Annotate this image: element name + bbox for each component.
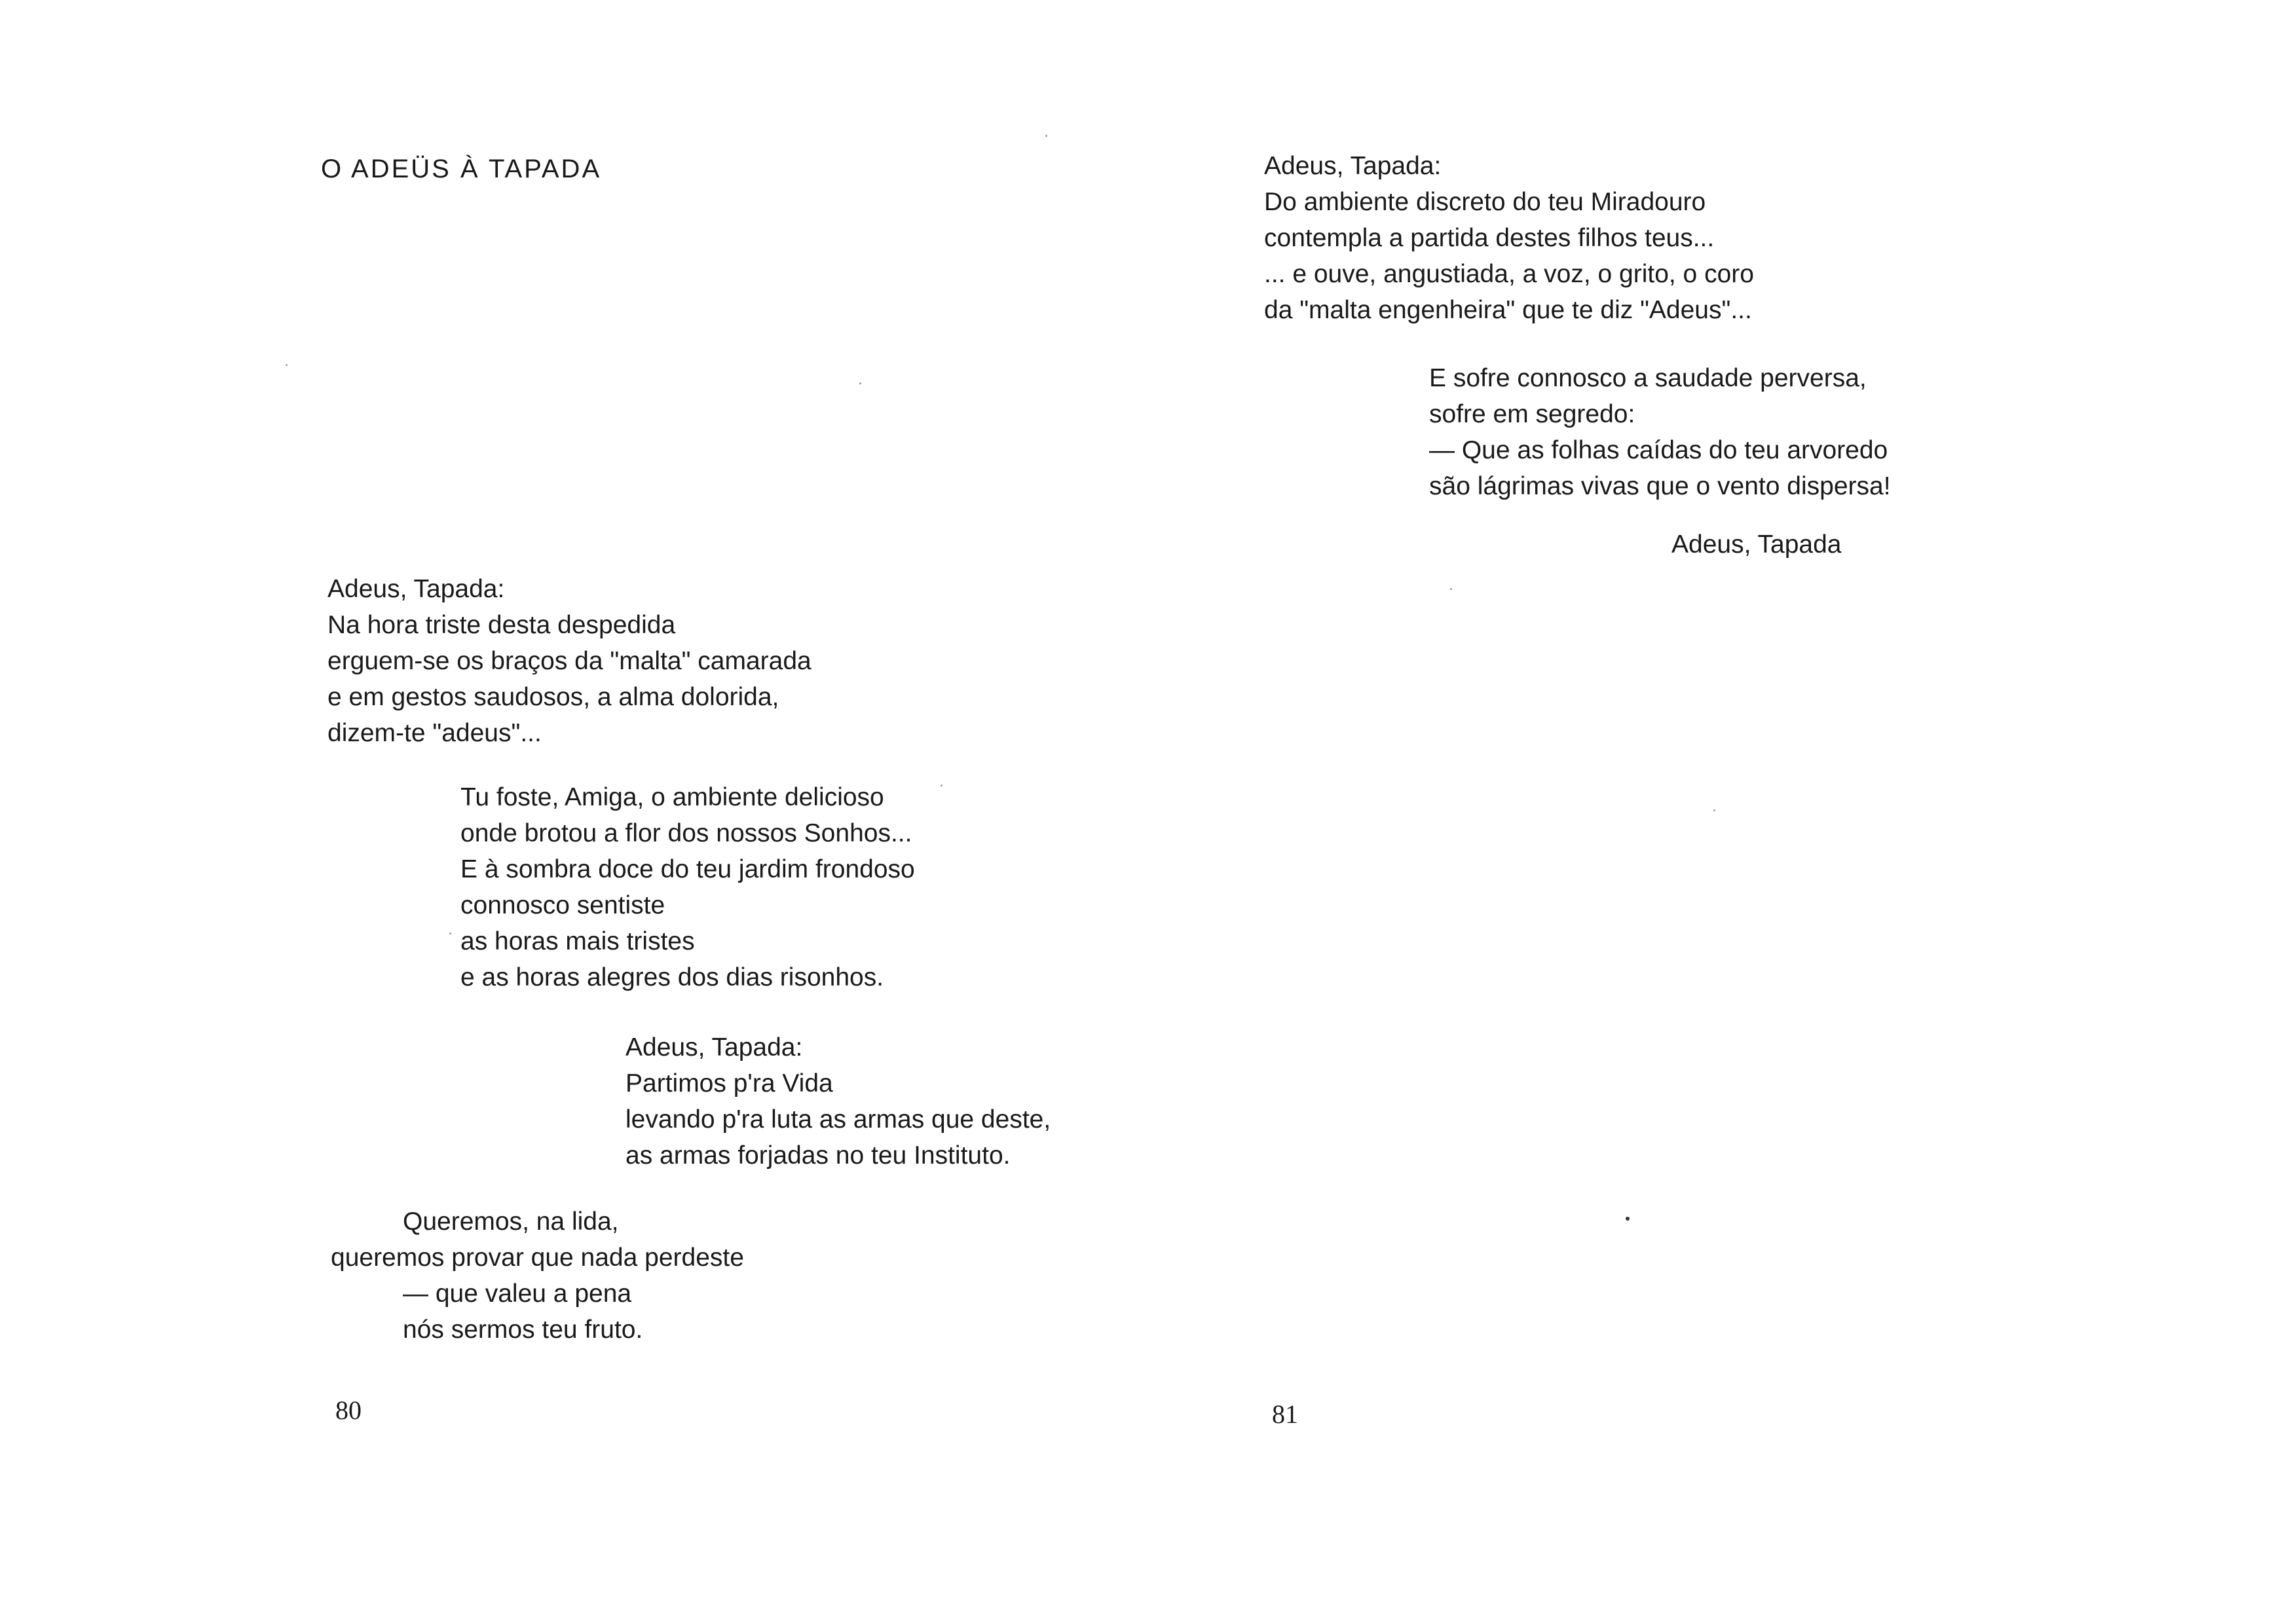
poem-line: levando p'ra luta as armas que deste,	[625, 1105, 1051, 1134]
poem-line: são lágrimas vivas que o vento dispersa!	[1429, 472, 1891, 500]
poem-line: — que valeu a pena	[403, 1280, 632, 1308]
poem-line: Tu foste, Amiga, o ambiente delicioso	[460, 783, 884, 811]
poem-line: nós sermos teu fruto.	[403, 1316, 643, 1344]
poem-line: sofre em segredo:	[1429, 400, 1635, 428]
poem-line: — Que as folhas caídas do teu arvoredo	[1429, 436, 1888, 464]
poem-line: as armas forjadas no teu Instituto.	[625, 1141, 1011, 1170]
poem-line: Adeus, Tapada:	[625, 1033, 803, 1061]
scan-speck	[449, 932, 451, 934]
scan-speck	[1713, 809, 1715, 811]
poem-line: queremos provar que nada perdeste	[331, 1244, 744, 1272]
poem-line: e em gestos saudosos, a alma dolorida,	[327, 683, 779, 711]
poem-line: e as horas alegres dos dias risonhos.	[460, 963, 884, 991]
poem-line: Adeus, Tapada:	[1264, 152, 1442, 180]
stanza-right-3	[1671, 526, 1842, 563]
poem-line: contempla a partida destes filhos teus...	[1264, 224, 1715, 252]
poem-line: as horas mais tristes	[460, 927, 695, 955]
stanza-right-2	[1429, 360, 1891, 504]
poem-line: Adeus, Tapada:	[327, 575, 505, 603]
right-page	[1148, 0, 2295, 1624]
poem-line: onde brotou a flor dos nossos Sonhos...	[460, 819, 912, 847]
scan-speck	[286, 364, 288, 366]
poem-line: ... e ouve, angustiada, a voz, o grito, o coro	[1264, 260, 1754, 288]
poem-line: da "malta engenheira" que te diz "Adeus"...	[1264, 296, 1752, 324]
stanza-right-1	[1264, 148, 1754, 328]
scan-speck	[1626, 1217, 1630, 1221]
scan-speck	[1045, 135, 1047, 137]
poem-line: E sofre connosco a saudade perversa,	[1429, 364, 1867, 392]
poem-line: Partimos p'ra Vida	[625, 1069, 833, 1098]
poem-line: Adeus, Tapada	[1671, 530, 1842, 559]
page-number: 81	[1272, 1399, 1298, 1429]
stanza-left-2	[460, 779, 915, 995]
poem-line: Do ambiente discreto do teu Miradouro	[1264, 188, 1706, 216]
poem-title: O ADEÜS À TAPADA	[321, 155, 602, 183]
stanza-left-3	[625, 1029, 1051, 1173]
poem-line: Na hora triste desta despedida	[327, 611, 676, 639]
scan-speck	[1450, 588, 1452, 590]
scan-speck	[941, 784, 942, 786]
page-number: 80	[335, 1395, 362, 1425]
poem-line: dizem-te "adeus"...	[327, 719, 542, 747]
poem-line: Queremos, na lida,	[403, 1208, 619, 1236]
poem-line: connosco sentiste	[460, 891, 665, 919]
poem-line: erguem-se os braços da "malta" camarada	[327, 647, 812, 675]
poem-line: E à sombra doce do teu jardim frondoso	[460, 855, 915, 883]
stanza-left-4	[331, 1204, 744, 1348]
scan-speck	[859, 382, 861, 384]
stanza-left-1	[327, 571, 812, 751]
